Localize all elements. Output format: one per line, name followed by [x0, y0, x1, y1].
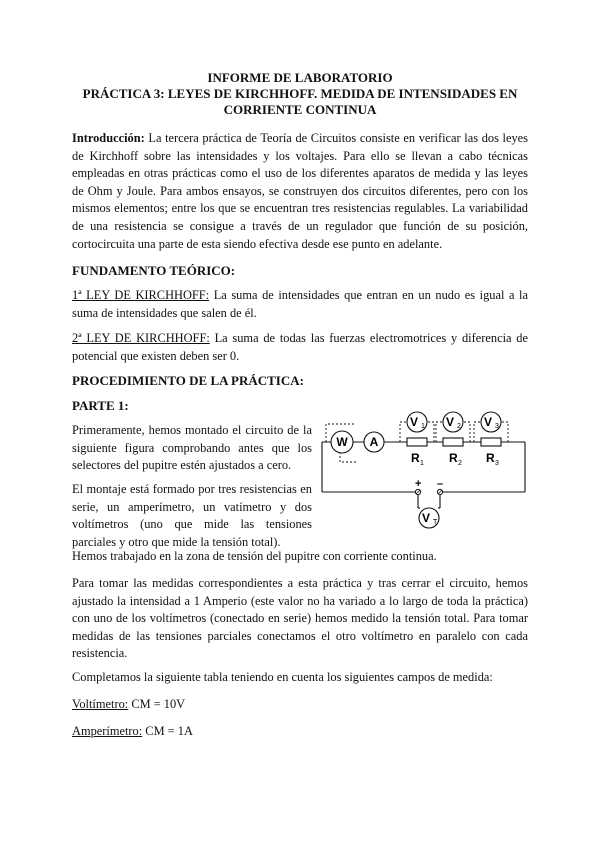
- ammeter-label: A: [369, 435, 379, 449]
- amperimetro-label: Amperímetro:: [72, 724, 143, 738]
- r1-subscript: 1: [420, 460, 424, 467]
- r3-subscript: 3: [495, 460, 499, 467]
- wattmeter-label: W: [336, 435, 348, 449]
- ley2-label: 2ª LEY DE KIRCHHOFF:: [72, 331, 210, 345]
- intro-paragraph: [72, 130, 528, 253]
- v2-subscript: 2: [457, 423, 461, 430]
- r2-label: R: [449, 451, 458, 465]
- r1-label: R: [411, 451, 420, 465]
- r2-subscript: 2: [458, 460, 462, 467]
- minus-label: –: [437, 478, 444, 490]
- v3-subscript: 3: [495, 423, 499, 430]
- document-header: [72, 70, 528, 118]
- intro-text: La tercera práctica de Teoría de Circuitos consiste en verificar las dos leyes de Kirchhoff sobre las intensidades y los voltajes. Para ello se llevan a cabo técnicas empleadas en otras prácticas como el uso de los diferentes aparatos de medida y las leyes de Ohm y Joule. Para ambos ensayos, se construyen dos circuitos diferentes, pero con los mismos elementos; entre los que se encuentran tres resistencias regulables. La variabilidad de una resistencia se consigue a través de un regulador que función de su posición, cortocircuita una parte de esta siendo efectiva desde ese punto en adelante.: [72, 131, 528, 251]
- vt-label: V: [421, 511, 431, 525]
- ley2-text: La suma de todas las fuerzas electromotrices y diferencia de potencial que existen deben ser 0.: [72, 331, 528, 363]
- parte1-heading: PARTE 1:: [72, 398, 129, 413]
- resistor-r1: [407, 438, 427, 446]
- header-line-2: PRÁCTICA 3: LEYES DE KIRCHHOFF. MEDIDA DE INTENSIDADES EN: [82, 86, 518, 101]
- v2-label: V: [445, 415, 455, 429]
- voltimetro-label: Voltímetro:: [72, 697, 129, 711]
- intro-label: Introducción:: [72, 131, 145, 145]
- resistor-r2: [443, 438, 463, 446]
- parte1-paragraph-2b: Hemos trabajado en la zona de tensión del pupitre con corriente continua.: [72, 549, 437, 563]
- resistor-r3: [481, 438, 501, 446]
- v1-subscript: 1: [421, 423, 425, 430]
- ley1-paragraph: [72, 287, 528, 322]
- r3-label: R: [486, 451, 495, 465]
- header-line-3: CORRIENTE CONTINUA: [223, 102, 377, 117]
- fundamento-heading: FUNDAMENTO TEÓRICO:: [72, 263, 236, 278]
- amperimetro-value: CM = 1A: [142, 724, 193, 738]
- header-line-1: INFORME DE LABORATORIO: [207, 70, 393, 85]
- parte1-paragraph-3: Para tomar las medidas correspondientes a esta práctica y tras cerrar el circuito, hemos ajustado la intensidad a 1 Amperio (este valor no ha variado a lo largo de toda la práctica) con uno de los voltímetros (conectado en serie) hemos medido la tensión total. Para tomar medidas de las tensiones parciales conectamos el otro voltímetro en paralelo con cada resistencia.: [72, 576, 528, 661]
- v3-label: V: [483, 415, 493, 429]
- parte1-paragraph-4: Completamos la siguiente tabla teniendo en cuenta los siguientes campos de medida:: [72, 670, 493, 684]
- v1-label: V: [409, 415, 419, 429]
- vt-subscript: T: [433, 519, 438, 526]
- parte1-paragraph-2: El montaje está formado por tres resistencias en serie, un amperímetro, un vatímetro y dos voltímetros (uno que mide las tensiones parciales y otro que mide la tensión total).: [72, 482, 312, 549]
- ley1-text: La suma de intensidades que entran en un nudo es igual a la suma de intensidades que salen de él.: [72, 288, 528, 320]
- voltimetro-line: [72, 696, 528, 714]
- ley1-label: 1ª LEY DE KIRCHHOFF:: [72, 288, 210, 302]
- plus-label: +: [415, 478, 422, 490]
- voltimetro-value: CM = 10V: [128, 697, 186, 711]
- amperimetro-line: [72, 723, 528, 741]
- ley2-paragraph: [72, 330, 528, 365]
- procedimiento-heading: PROCEDIMIENTO DE LA PRÁCTICA:: [72, 373, 304, 388]
- parte1-paragraph-1: Primeramente, hemos montado el circuito de la siguiente figura comprobando antes que los selectores del pupitre estén ajustados a cero.: [72, 423, 312, 473]
- circuit-diagram: [318, 404, 530, 536]
